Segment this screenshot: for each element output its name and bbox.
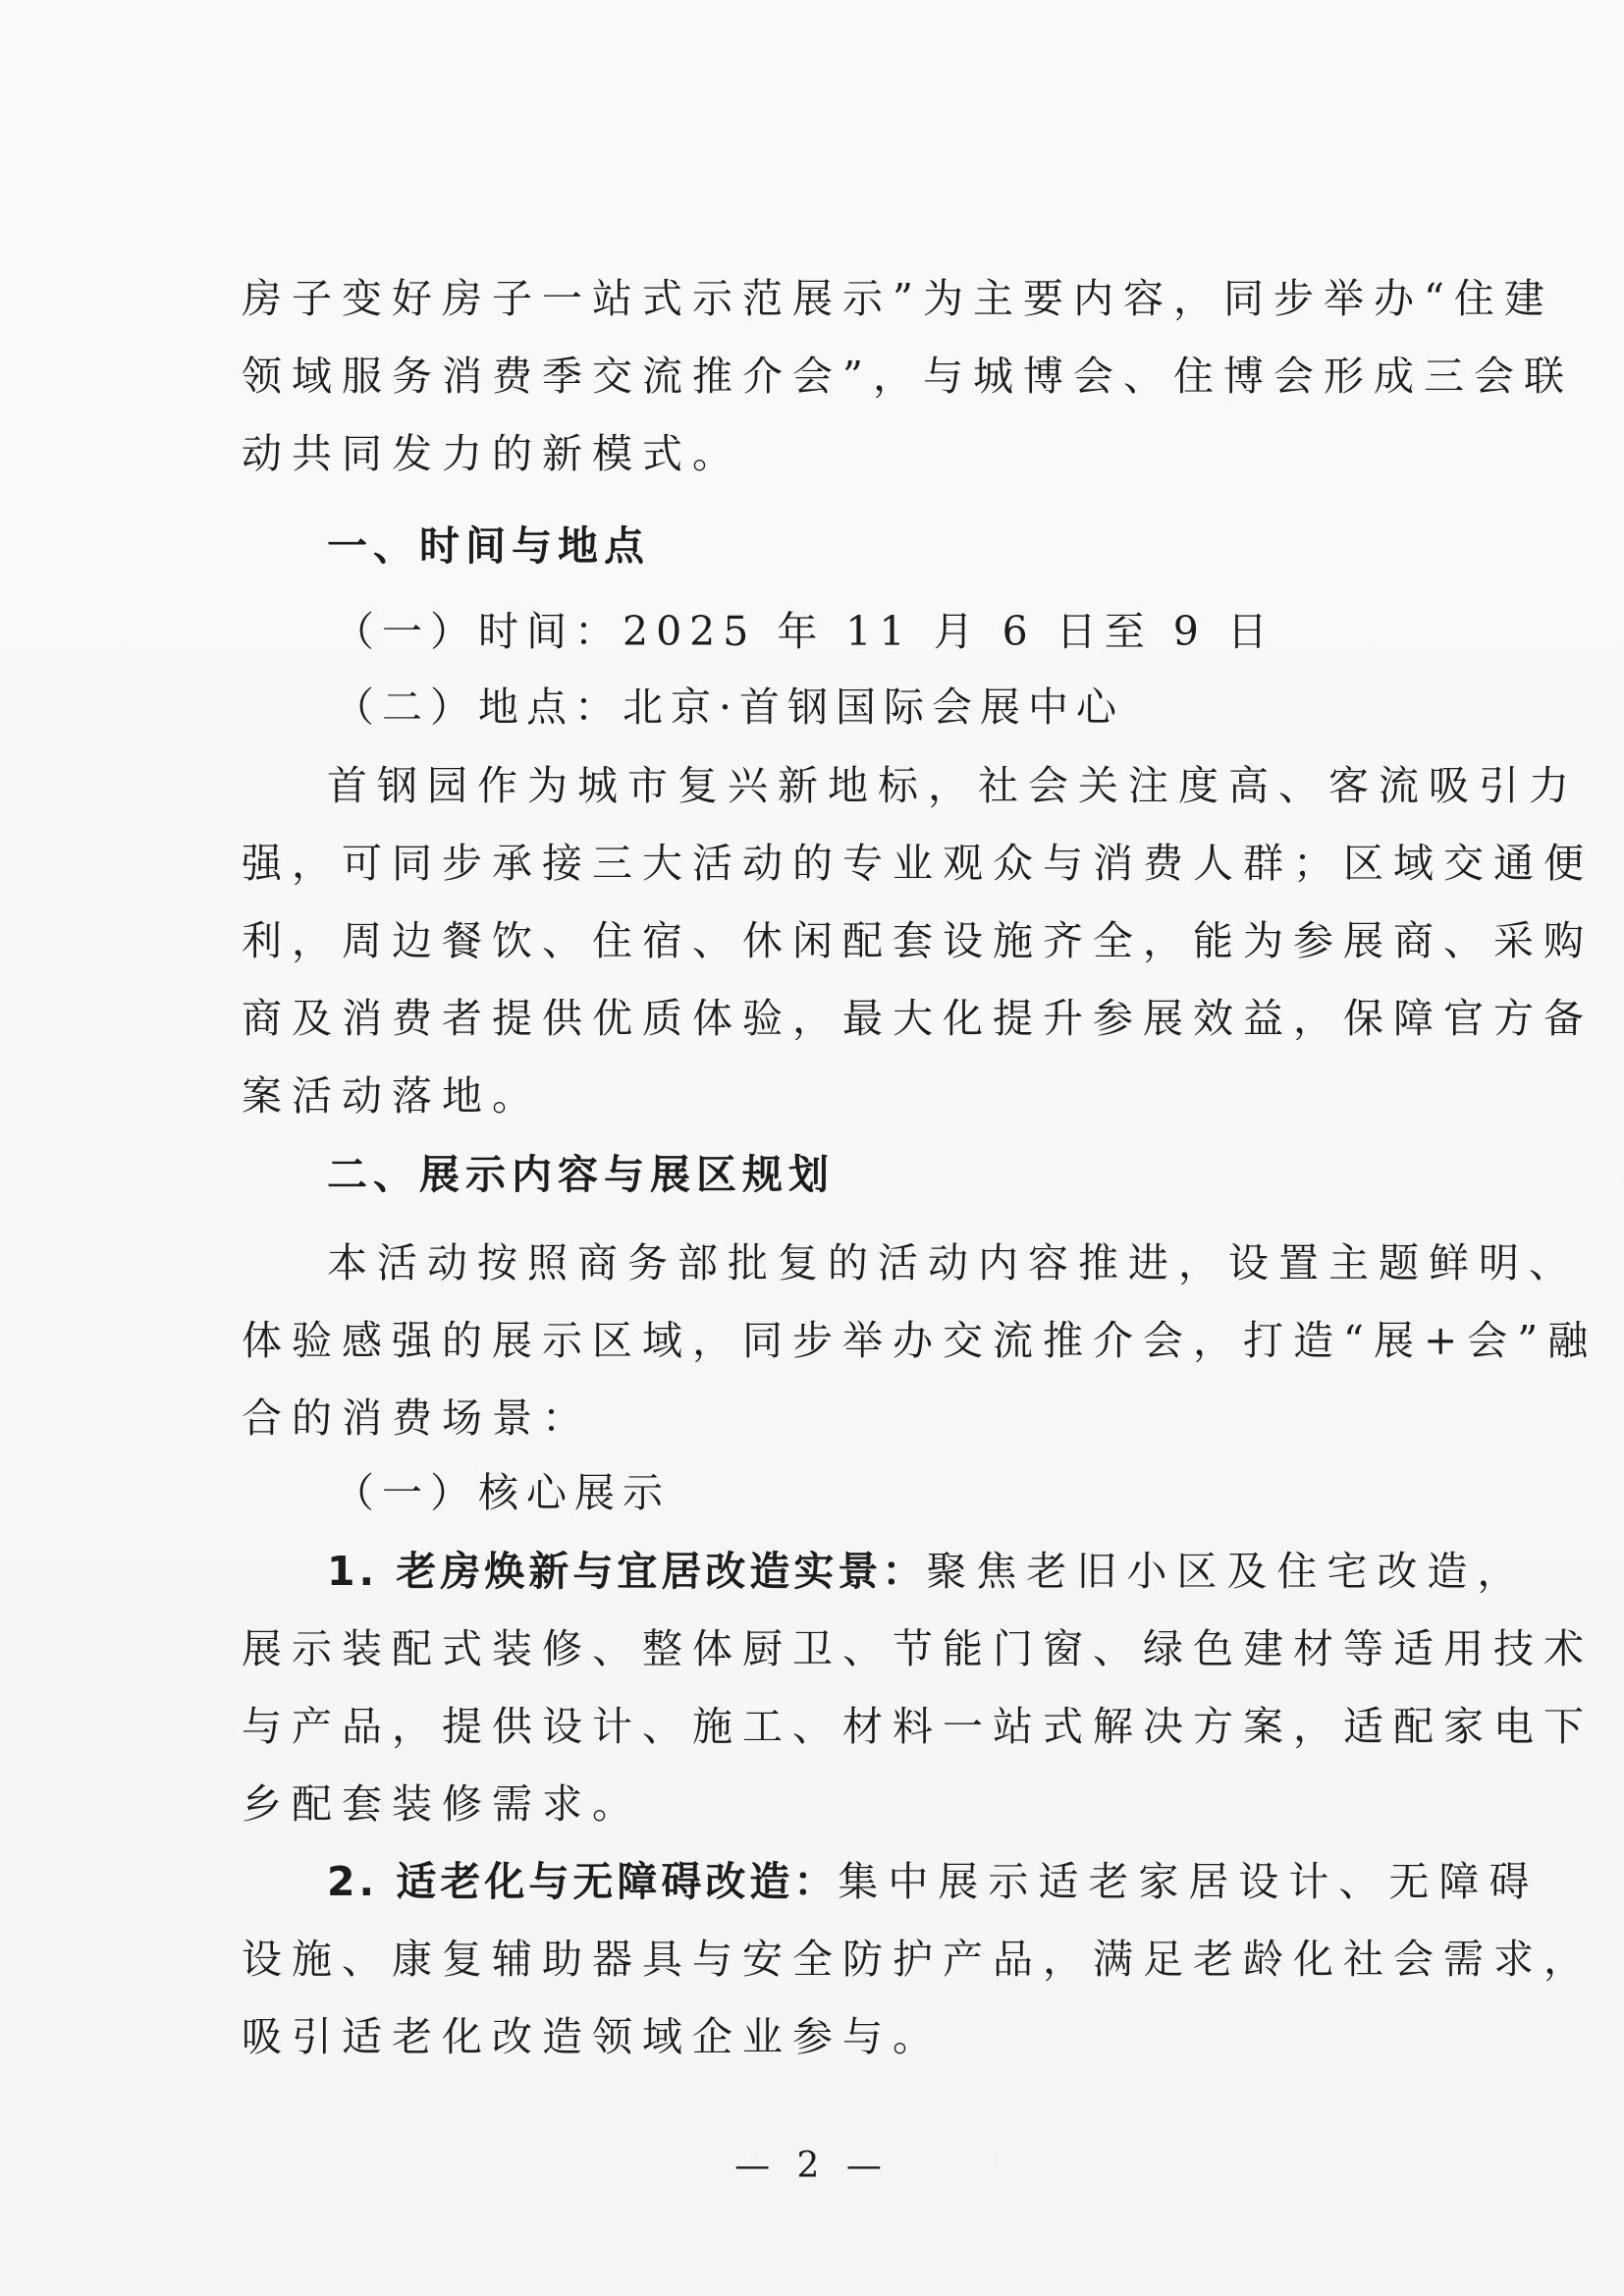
page-number: — 2 — (734, 2146, 890, 2186)
item-2-line-3: 吸引适老化改造领域企业参与。 (242, 2013, 943, 2060)
section-1-location: （二）地点：北京·首钢国际会展中心 (334, 683, 1125, 731)
item-2-first-line-rest: 集中展示适老家居设计、无障碍 (838, 1858, 1540, 1905)
section-1-paragraph-line-3: 利，周边餐饮、住宿、休闲配套设施齐全，能为参展商、采购 (242, 917, 1594, 964)
section-1-time: （一）时间：2025 年 11 月 6 日至 9 日 (334, 608, 1275, 655)
section-1-paragraph-line-2: 强，可同步承接三大活动的专业观众与消费人群；区域交通便 (242, 840, 1594, 887)
section-1-paragraph-line-5: 案活动落地。 (242, 1072, 542, 1120)
section-1-heading: 一、时间与地点 (327, 522, 650, 570)
item-1-first-line-rest: 聚焦老旧小区及住宅改造， (926, 1548, 1528, 1595)
intro-line-2: 领域服务消费季交流推介会”，与城博会、住博会形成三会联 (242, 353, 1574, 400)
section-2-paragraph-line-3: 合的消费场景： (242, 1394, 592, 1442)
section-2-paragraph-line-2: 体验感强的展示区域，同步举办交流推介会，打造“展+会”融 (242, 1317, 1598, 1364)
intro-line-3: 动共同发力的新模式。 (242, 430, 742, 477)
section-2-heading: 二、展示内容与展区规划 (327, 1151, 835, 1198)
item-1-title: 1. 老房焕新与宜居改造实景： (327, 1548, 927, 1595)
item-2-title: 2. 适老化与无障碍改造： (327, 1858, 839, 1905)
item-1-line-4: 乡配套装修需求。 (242, 1780, 642, 1828)
section-2-sub-heading-1: （一）核心展示 (334, 1469, 671, 1516)
item-2-first-line (327, 1854, 1539, 1909)
section-2-paragraph-line-1: 本活动按照商务部批复的活动内容推进，设置主题鲜明、 (327, 1239, 1579, 1286)
item-1-line-3: 与产品，提供设计、施工、材料一站式解决方案，适配家电下 (242, 1703, 1594, 1750)
intro-line-1: 房子变好房子一站式示范展示”为主要内容，同步举办“住建 (242, 275, 1554, 322)
section-1-paragraph-line-1: 首钢园作为城市复兴新地标，社会关注度高、客流吸引力 (327, 762, 1579, 809)
item-1-line-2: 展示装配式装修、整体厨卫、节能门窗、绿色建材等适用技术 (242, 1625, 1594, 1672)
section-1-paragraph-line-4: 商及消费者提供优质体验，最大化提升参展效益，保障官方备 (242, 995, 1594, 1042)
item-2-line-2: 设施、康复辅助器具与安全防护产品，满足老龄化社会需求， (242, 1936, 1594, 1983)
item-1-first-line (327, 1544, 1527, 1599)
